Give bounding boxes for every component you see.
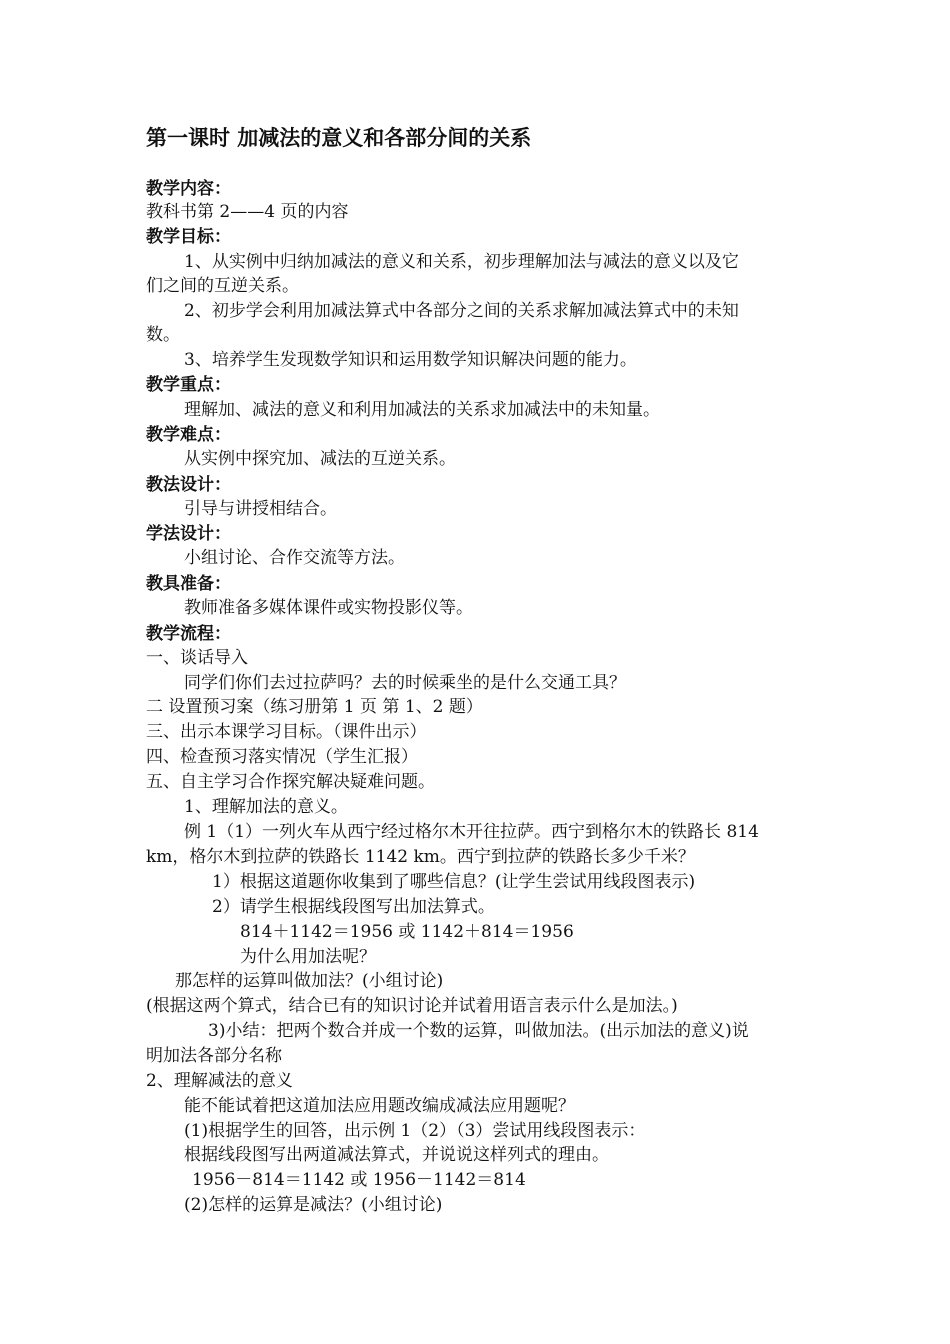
text-line: 五、自主学习合作探究解决疑难问题。	[146, 772, 435, 792]
text-line: 同学们你们去过拉萨吗？去的时候乘坐的是什么交通工具？	[184, 673, 626, 693]
subtraction-equation: 1956－814＝1142 或 1956－1142＝814	[192, 1170, 526, 1190]
text-line: 理解加、减法的意义和利用加减法的关系求加减法中的未知量。	[184, 400, 660, 420]
text-line: 从实例中探究加、减法的互逆关系。	[184, 449, 456, 469]
text-line: 1、从实例中归纳加减法的意义和关系，初步理解加法与减法的意义以及它	[184, 252, 739, 272]
text-line: 引导与讲授相结合。	[184, 499, 337, 519]
text-line: 1）根据这道题你收集到了哪些信息？(让学生尝试用线段图表示)	[212, 872, 696, 892]
heading-teaching-method: 教法设计：	[146, 475, 231, 495]
text-line: 们之间的互逆关系。	[146, 276, 299, 296]
text-line: 根据线段图写出两道减法算式，并说说这样列式的理由。	[184, 1145, 609, 1165]
text-line: 2）请学生根据线段图写出加法算式。	[212, 897, 495, 917]
heading-teaching-goals: 教学目标：	[146, 227, 231, 247]
text-line: (根据这两个算式，结合已有的知识讨论并试着用语言表示什么是加法。)	[146, 996, 678, 1016]
text-line: (1)根据学生的回答，出示例 1（2）（3）尝试用线段图表示：	[184, 1121, 646, 1141]
text-line: 为什么用加法呢？	[240, 947, 376, 967]
heading-materials: 教具准备：	[146, 574, 231, 594]
heading-teaching-content: 教学内容：	[146, 179, 231, 199]
addition-equation: 814＋1142＝1956 或 1142＋814＝1956	[240, 922, 574, 942]
heading-difficulties: 教学难点：	[146, 425, 231, 445]
text-line: 小组讨论、合作交流等方法。	[184, 548, 405, 568]
text-line: 三、出示本课学习目标。（课件出示）	[146, 722, 427, 742]
text-line: 3)小结：把两个数合并成一个数的运算，叫做加法。(出示加法的意义)说	[208, 1021, 749, 1041]
text-line: 教科书第 2——4 页的内容	[146, 202, 349, 222]
text-line: 例 1（1）一列火车从西宁经过格尔木开往拉萨。西宁到格尔木的铁路长 814	[184, 822, 759, 842]
text-line: 一、谈话导入	[146, 648, 248, 668]
text-line: 能不能试着把这道加法应用题改编成减法应用题呢？	[184, 1096, 575, 1116]
text-line: 二 设置预习案（练习册第 1 页 第 1、2 题）	[146, 697, 483, 717]
heading-process: 教学流程：	[146, 624, 231, 644]
lesson-title: 第一课时 加减法的意义和各部分间的关系	[146, 126, 532, 150]
text-line: 1、理解加法的意义。	[184, 797, 348, 817]
heading-learning-method: 学法设计：	[146, 524, 231, 544]
text-line: 3、培养学生发现数学知识和运用数学知识解决问题的能力。	[184, 350, 637, 370]
text-line: 四、检查预习落实情况（学生汇报）	[146, 747, 418, 767]
text-line: 2、理解减法的意义	[146, 1071, 293, 1091]
text-line: 2、初步学会利用加减法算式中各部分之间的关系求解加减法算式中的未知	[184, 301, 739, 321]
text-line: (2)怎样的运算是减法？(小组讨论)	[184, 1195, 443, 1215]
text-line: km，格尔木到拉萨的铁路长 1142 km。西宁到拉萨的铁路长多少千米？	[146, 847, 695, 867]
text-line: 明加法各部分名称	[146, 1046, 282, 1066]
text-line: 那怎样的运算叫做加法？(小组讨论)	[175, 971, 444, 991]
text-line: 数。	[146, 325, 180, 345]
heading-key-points: 教学重点：	[146, 375, 231, 395]
text-line: 教师准备多媒体课件或实物投影仪等。	[184, 598, 473, 618]
